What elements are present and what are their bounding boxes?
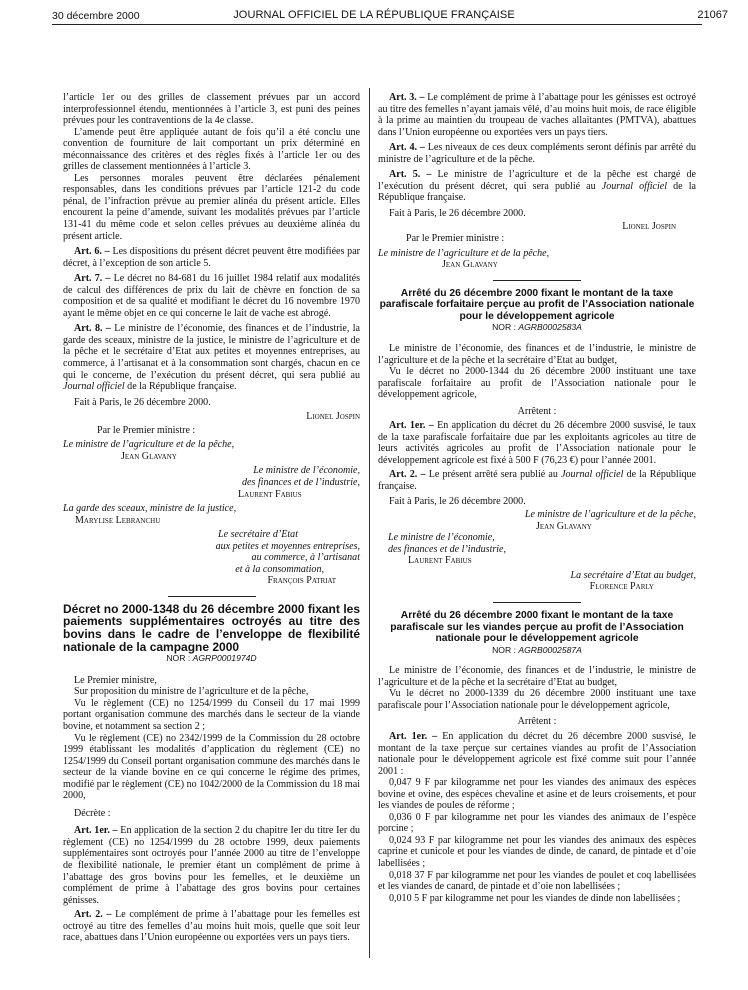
paragraph: Vu le règlement (CE) no 2342/1999 de la Commission du 28 octobre 1999 établissant les modalités d’application du règlement (CE) no 1254/1999 du Conseil portant organisation commune des marchés dans le secteur de la viande bovine en ce qui concerne le régime des primes, modifié par le règlement (CE) no 1042/2000 de la Commission du 18 mai 2000,	[63, 732, 360, 802]
article-label: Art. 4. –	[389, 142, 425, 154]
article-7: Art. 7. – Le décret no 84-681 du 16 juillet 1984 relatif aux modalités de calcul des différences de prix du lait de chèvre en fonction de sa composition et de sa qualité et modifiant le décret du 16 novembre 1970 ayant le même objet en ce qui concerne le lait de vache est abrogé.	[63, 273, 360, 319]
signatory-name: Laurent Fabius	[408, 555, 472, 567]
article-5: Art. 5. – Le ministre de l’agriculture et de la pêche est chargé de l’exécution du présent décret, qui sera publié au Journal officiel de la République française.	[378, 169, 696, 204]
signatory-role: aux petites et moyennes entreprises,	[215, 540, 360, 552]
signatory-name: François Patriat	[267, 575, 336, 587]
rate-item: 0,024 93 F par kilogramme net pour les viandes des animaux des espèces caprine et cunicole et pour les viandes de dinde, de canard, de pintade et d’oie labellisées ;	[378, 834, 696, 869]
article-label: Art. 3. –	[389, 92, 425, 103]
arretent: Arrêtent :	[517, 405, 557, 417]
header-date: 30 décembre 2000	[52, 10, 140, 22]
article-1: Art. 1er. – En application de la section 2 du chapitre Ier du titre Ier du règlement (CE) no 1254/1999 du 28 octobre 1999, deux paiements supplémentaires sont octroyés pour l’année 2000 au titre de l’enveloppe de flexibilité nationale, le premier étant un complément de prime à l’abattage des gros bovins pour les femelles, et le deuxième un complément de prime à l’abattage des gros bovins pour certaines génisses.	[63, 825, 360, 906]
article-label: Art. 1er. –	[74, 825, 118, 837]
signatory-name: Lionel Jospin	[306, 411, 360, 423]
paragraph: Le ministre de l’économie, des finances et de l’industrie, le ministre de l’agriculture et de la pêche et la secrétaire d’Etat au budget,	[378, 665, 696, 688]
signatory-role: Le ministre de l’économie,	[388, 532, 495, 544]
signatory-role: La garde des sceaux, ministre de la justice,	[63, 503, 237, 515]
signatory-role: Le ministre de l’économie,	[253, 465, 360, 477]
separator	[493, 602, 581, 603]
page-header	[0, 0, 748, 24]
separator	[493, 280, 581, 281]
paragraph: Vu le décret no 2000-1344 du 26 décembre 2000 instituant une taxe parafiscale forfaitaire au profit de l’Association nationale pour le développement agricole,	[378, 366, 696, 401]
article-label: Art. 7. –	[74, 273, 111, 285]
article-label: Art. 2. –	[389, 469, 426, 481]
column-divider	[369, 88, 370, 958]
article-4: Art. 4. – Les niveaux de ces deux compléments seront définis par arrêté du ministre de l’agriculture et de la pêche.	[378, 142, 697, 165]
article-2: Art. 2. – Le complément de prime à l’abattage pour les femelles est octroyé au titre des femelles d’au moins huit mois, quelle que soit leur race, abattues dans l’Union européenne ou exportées vers un pays tiers.	[63, 909, 361, 944]
signature-place-date: Fait à Paris, le 26 décembre 2000.	[74, 396, 211, 408]
nor-reference: NOR : AGRB0002583A	[492, 322, 582, 333]
page-number: 21067	[697, 9, 728, 21]
paragraph: Les personnes morales peuvent être déclarées pénalement responsables, dans les conditions prévues par l’article 121-2 du code pénal, de l’infraction prévue au premier alinéa du présent article. Elles encourent la peine d’amende, suivant les modalités prévues par l’article 131-41 du même code et selon celles prévues au deuxième alinéa du présent article.	[63, 172, 360, 242]
article-1: Art. 1er. – En application du décret du 26 décembre 2000 susvisé, le montant de la taxe perçue sur certaines viandes au profit de l’Association nationale pour le développement agricole est fixé comme suit pour l’année 2001 :	[378, 730, 696, 777]
signatory-name: Jean Glavany	[442, 259, 498, 271]
article-label: Art. 1er. –	[389, 730, 438, 742]
signatory-role: et à la consommation,	[235, 563, 324, 575]
signatory-role: au commerce, à l’artisanat	[251, 552, 360, 564]
decree-title: Décret no 2000-1348 du 26 décembre 2000 fixant les paiements supplémentaires octroyés au titre des bovins dans le cadre de l’enveloppe de flexibilité nationale de la campagne 2000	[63, 601, 360, 654]
article-label: Art. 1er. –	[389, 420, 434, 432]
paragraph: L’amende peut être appliquée autant de fois qu’il a été conclu une convention de fourniture de lait comportant un prix déterminé en méconnaissance des critères et des règles fixés à l’article 1er ou des grilles de classement mentionnées à l’article 3.	[63, 126, 360, 173]
nor-reference: NOR : AGRB0002587A	[492, 644, 582, 655]
article-1: Art. 1er. – En application du décret du 26 décembre 2000 susvisé, le taux de la taxe parafiscale forfaitaire due par les exploitants agricoles au titre de leurs activités agricoles au profit de l’Association nationale pour le développement agricole est fixé à 500 F (76,23 €) pour l’année 2001.	[378, 420, 696, 466]
signatory-name: Marylise Lebranchu	[75, 514, 161, 526]
signatory-name: Jean Glavany	[536, 520, 592, 532]
article-label: Art. 2. –	[74, 909, 112, 921]
nor-reference: NOR : AGRP0001974D	[166, 653, 257, 664]
signatory-name: Jean Glavany	[121, 450, 177, 462]
journal-title: JOURNAL OFFICIEL DE LA RÉPUBLIQUE FRANÇAISE	[233, 9, 515, 21]
decrete: Décrète :	[74, 807, 111, 819]
signatory-role: Le ministre de l’agriculture et de la pêche,	[63, 439, 235, 451]
article-3: Art. 3. – Le complément de prime à l’abattage pour les génisses est octroyé au titre des femelles n’ayant jamais vêlé, d’au moins huit mois, de race éligible à la prime au maintien du troupeau de vaches allaitantes (PMTVA), abattues dans l’Union européenne ou exportées vers un pays tiers.	[378, 92, 696, 138]
arrete-title: Arrêté du 26 décembre 2000 fixant le montant de la taxe parafiscale forfaitaire perçue au profit de l’Association nationale pour le développement agricole	[379, 287, 695, 322]
article-label: Art. 8. –	[74, 323, 111, 335]
paragraph: Sur proposition du ministre de l’agriculture et de la pêche,	[74, 686, 309, 698]
rate-item: 0,018 37 F par kilogramme net pour les viandes de poulet et coq labellisées et les viandes de canard, de pintade et d’oie non labellisées ;	[378, 869, 696, 893]
signatory-role: Le secrétaire d’Etat	[218, 529, 298, 541]
paragraph: Le ministre de l’économie, des finances et de l’industrie, le ministre de l’agriculture et de la pêche et la secrétaire d’Etat au budget,	[378, 342, 696, 366]
signatory-role: des finances et de l’industrie,	[388, 543, 507, 555]
arrete-title: Arrêté du 26 décembre 2000 fixant le montant de la taxe parafiscale sur les viandes perçue au profit de l’Association nationale pour le développement agricole	[390, 609, 684, 645]
signatory-role: Par le Premier ministre :	[97, 424, 196, 436]
signatory-role: Le ministre de l’agriculture et de la pêche,	[524, 509, 696, 521]
left-column	[63, 92, 360, 944]
separator	[168, 596, 256, 597]
signatory-role: La secrétaire d’Etat au budget,	[570, 569, 696, 581]
signature-place-date: Fait à Paris, le 26 décembre 2000.	[389, 495, 526, 507]
article-6: Art. 6. – Les dispositions du présent décret peuvent être modifiées par décret, à l’exception de son article 5.	[63, 246, 361, 269]
signatory-name: Laurent Fabius	[238, 488, 302, 500]
paragraph: Vu le règlement (CE) no 1254/1999 du Conseil du 17 mai 1999 portant organisation commune des marchés dans le secteur de la viande bovine, et notamment sa section 2 ;	[63, 697, 360, 732]
paragraph: l’article 1er ou des grilles de classement prévues par un accord interprofessionnel étendu, mentionnées à l’article 3, est puni des peines prévues pour les contraventions de la 4e classe.	[63, 92, 360, 127]
article-label: Art. 5. –	[389, 169, 432, 181]
signatory-name: Florence Parly	[589, 581, 654, 593]
arretent: Arrêtent :	[517, 716, 557, 728]
right-column	[378, 92, 696, 904]
article-label: Art. 6. –	[74, 246, 110, 258]
signatory-role: des finances et de l’industrie,	[241, 476, 360, 488]
signatory-role: Par le Premier ministre :	[406, 233, 505, 245]
signatory-name: Lionel Jospin	[622, 221, 676, 233]
article-2: Art. 2. – Le présent arrêté sera publié au Journal officiel de la République française.	[378, 469, 697, 492]
rate-item: 0,010 5 F par kilogramme net pour les viandes de dinde non labellisées ;	[389, 892, 681, 904]
paragraph: Vu le décret no 2000-1339 du 26 décembre 2000 instituant une taxe parafiscale pour l’Association nationale pour le développement agricole,	[378, 688, 696, 711]
signatory-role: Le ministre de l’agriculture et de la pêche,	[378, 247, 550, 259]
article-8: Art. 8. – Le ministre de l’économie, des finances et de l’industrie, la garde des sceaux, ministre de la justice, le ministre de l’agriculture et de la pêche et le secrétaire d’Etat aux petites et moyennes entreprises, au commerce, à l’artisanat et à la consommation sont chargés, chacun en ce qui le concerne, de l’exécution du présent décret, qui sera publié au Journal officiel de la République française.	[63, 323, 361, 393]
header-rule	[52, 24, 702, 25]
rate-item: 0,047 9 F par kilogramme net pour les viandes des animaux des espèces bovine et ovine, des espèces chevaline et asine et de leurs croisements, et pour les viandes de poules de réforme ;	[378, 777, 696, 812]
signature-place-date: Fait à Paris, le 26 décembre 2000.	[389, 207, 526, 219]
rate-item: 0,036 0 F par kilogramme net pour les viandes des animaux de l’espèce porcine ;	[378, 811, 696, 835]
paragraph: Le Premier ministre,	[74, 674, 157, 686]
